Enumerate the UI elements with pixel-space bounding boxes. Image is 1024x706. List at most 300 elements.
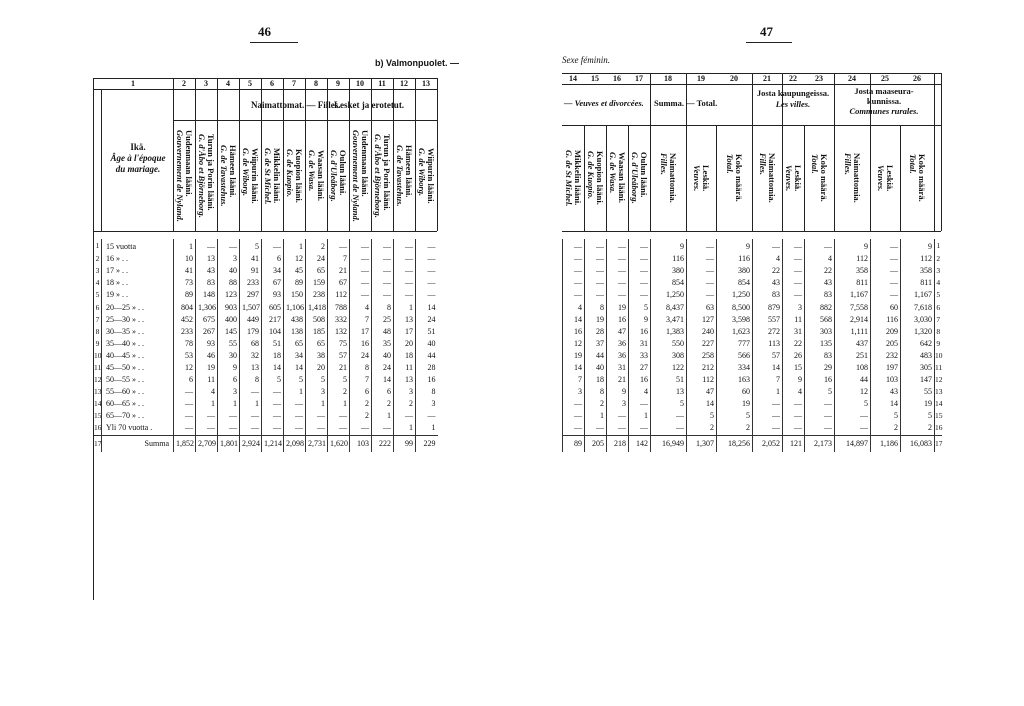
summa-cell: 229: [416, 435, 438, 452]
table-cell: 24: [350, 350, 372, 362]
table-cell: 5: [284, 374, 306, 386]
table-cell: 40: [372, 350, 394, 362]
column-number: 3: [204, 79, 208, 88]
column-number: 9: [336, 79, 340, 88]
table-row: [563, 422, 942, 435]
table-row: [94, 374, 438, 386]
table-cell: 48: [372, 326, 394, 338]
summa-cell: 16,949: [651, 435, 687, 452]
table-cell: —: [372, 239, 394, 253]
table-cell: —: [563, 253, 585, 265]
table-cell: 67: [262, 277, 284, 289]
table-cell: 1,167: [835, 289, 871, 301]
table-row: [563, 239, 942, 253]
table-cell: —: [585, 422, 607, 435]
table-cell: 557: [753, 314, 783, 326]
table-cell: 2: [350, 398, 372, 410]
group-label-kaupunki-fr: Les villes.: [775, 99, 811, 109]
table-row: [94, 239, 438, 253]
table-cell: 78: [174, 338, 196, 350]
table-cell: 26: [783, 350, 805, 362]
table-cell: —: [394, 265, 416, 277]
table-cell: 65: [306, 338, 328, 350]
table-cell: 19: [196, 362, 218, 374]
table-cell: 197: [871, 362, 901, 374]
age-label: 60—65 » . .: [102, 398, 174, 410]
table-row: [563, 398, 942, 410]
table-cell: —: [687, 277, 717, 289]
table-cell: 24: [416, 314, 438, 326]
table-cell: 14: [753, 362, 783, 374]
table-cell: —: [350, 277, 372, 289]
table-cell: 43: [805, 277, 835, 289]
table-cell: 127: [687, 314, 717, 326]
table-cell: 1: [328, 398, 350, 410]
sex-subtitle: Sexe féminin.: [562, 55, 610, 65]
table-cell: 93: [262, 289, 284, 301]
table-cell: 4: [753, 253, 783, 265]
column-header-fr: Total.: [810, 154, 820, 174]
summa-cell: 18,256: [717, 435, 753, 452]
column-header-fr: G. de St Michel.: [564, 149, 574, 207]
column-header: [393, 124, 415, 228]
table-cell: —: [783, 253, 805, 265]
right-page: [512, 0, 1024, 706]
table-cell: —: [284, 398, 306, 410]
column-header-fr: G. de Wasa.: [307, 150, 317, 192]
summa-label: Summa: [102, 435, 174, 452]
age-label: 30—35 » . .: [102, 326, 174, 338]
summa-cell: 2,098: [284, 435, 306, 452]
table-row: [563, 314, 942, 326]
summa-cell: 89: [563, 435, 585, 452]
table-cell: 43: [753, 277, 783, 289]
table-cell: 8: [585, 386, 607, 398]
table-cell: 83: [805, 350, 835, 362]
column-header: [305, 124, 327, 228]
table-cell: 13: [196, 253, 218, 265]
table-cell: 36: [607, 350, 629, 362]
table-cell: —: [262, 422, 284, 435]
age-label: 18 » . .: [102, 277, 174, 289]
table-cell: 11: [394, 362, 416, 374]
table-cell: —: [174, 398, 196, 410]
column-number: 25: [881, 74, 889, 83]
age-label: 16 » . .: [102, 253, 174, 265]
table-cell: 7: [563, 374, 585, 386]
table-row: [563, 326, 942, 338]
table-cell: 163: [717, 374, 753, 386]
column-number: 17: [635, 74, 643, 83]
age-label: 25—30 » . .: [102, 314, 174, 326]
table-cell: 1,167: [901, 289, 935, 301]
column-number: 14: [569, 74, 577, 83]
column-header-fi: Hämeen lääni.: [404, 145, 414, 198]
table-cell: 53: [174, 350, 196, 362]
age-label: 55—60 » . .: [102, 386, 174, 398]
page-number-rule: [250, 42, 298, 43]
age-label: Yli 70 vuotta .: [102, 422, 174, 435]
table-cell: 112: [328, 289, 350, 301]
table-cell: —: [607, 410, 629, 422]
table-row: [94, 289, 438, 301]
table-cell: —: [629, 289, 651, 301]
table-row: [563, 374, 942, 386]
column-header-fr: Filles.: [758, 153, 768, 176]
column-header-fr: Total.: [908, 154, 918, 174]
table-cell: —: [629, 265, 651, 277]
table-cell: 47: [607, 326, 629, 338]
table-cell: 9: [629, 314, 651, 326]
column-header: [834, 128, 870, 228]
column-header-text: [810, 154, 828, 202]
column-header-fr: Veuves.: [876, 164, 886, 192]
table-cell: 811: [835, 277, 871, 289]
column-header-fi: Hämeen lääni.: [228, 145, 238, 198]
column-header-fr: Filles.: [659, 153, 669, 176]
table-cell: 44: [416, 350, 438, 362]
table-cell: 22: [783, 338, 805, 350]
table-cell: 2: [901, 422, 935, 435]
age-header-fr: du mariage.: [115, 164, 161, 174]
table-cell: —: [262, 239, 284, 253]
table-cell: 116: [717, 253, 753, 265]
header-column-rule: [437, 78, 438, 231]
column-header-text: [351, 130, 369, 222]
table-cell: 45: [284, 265, 306, 277]
table-cell: 65: [284, 338, 306, 350]
column-header: [870, 128, 900, 228]
table-cell: —: [687, 253, 717, 265]
table-cell: 5: [240, 239, 262, 253]
table-cell: 63: [687, 301, 717, 313]
column-header-fr: G. de Kuopio.: [285, 149, 295, 198]
table-cell: —: [651, 410, 687, 422]
table-cell: —: [563, 239, 585, 253]
table-cell: 3: [607, 398, 629, 410]
column-header: [415, 124, 437, 228]
table-cell: 11: [783, 314, 805, 326]
table-cell: 104: [262, 326, 284, 338]
table-cell: 83: [805, 289, 835, 301]
table-cell: 19: [585, 314, 607, 326]
table-cell: 33: [629, 350, 651, 362]
column-header: [804, 128, 834, 228]
table-cell: 5: [262, 374, 284, 386]
table-cell: 9: [717, 239, 753, 253]
summa-cell: 103: [350, 435, 372, 452]
summa-cell: 121: [783, 435, 805, 452]
column-header-text: [586, 151, 604, 205]
table-cell: —: [372, 265, 394, 277]
table-cell: 29: [805, 362, 835, 374]
column-number: 13: [422, 79, 430, 88]
column-number: 19: [697, 74, 705, 83]
row-number: 15: [94, 410, 102, 422]
group-label-naimattomat: Naimattomat. — Filles.: [251, 100, 341, 110]
column-header-fr: G. d'Åbo et Björneborg.: [373, 134, 383, 218]
table-cell: —: [328, 239, 350, 253]
table-cell: —: [416, 265, 438, 277]
table-cell: 16: [416, 374, 438, 386]
table-cell: 14: [563, 362, 585, 374]
column-number: 1: [131, 79, 135, 88]
table-cell: —: [629, 398, 651, 410]
header-bottom-rule: [562, 231, 941, 232]
table-cell: 14: [262, 362, 284, 374]
column-header-fi: Uudenmaan lääni.: [184, 130, 194, 197]
column-header: [686, 128, 716, 228]
table-cell: 20: [394, 338, 416, 350]
table-cell: 303: [805, 326, 835, 338]
table-cell: 1,250: [651, 289, 687, 301]
age-label: 40—45 » . .: [102, 350, 174, 362]
table-cell: —: [871, 277, 901, 289]
table-cell: 1,250: [717, 289, 753, 301]
table-cell: —: [783, 277, 805, 289]
row-number: 11: [935, 362, 942, 374]
column-header: [562, 128, 584, 228]
table-cell: —: [372, 422, 394, 435]
age-label: 45—50 » . .: [102, 362, 174, 374]
column-header-fr: G. de Wiborg.: [417, 148, 427, 197]
table-cell: 3: [783, 301, 805, 313]
table-cell: 34: [284, 350, 306, 362]
row-number: 11: [94, 362, 102, 374]
age-header-fi: Ikä.: [130, 142, 146, 152]
table-cell: 4: [563, 301, 585, 313]
table-cell: —: [783, 289, 805, 301]
table-cell: —: [394, 277, 416, 289]
table-cell: —: [372, 289, 394, 301]
row-number: 8: [94, 326, 102, 338]
column-header-text: [285, 149, 303, 203]
column-header-text: [307, 150, 325, 201]
table-row: [94, 386, 438, 398]
table-cell: 5: [805, 386, 835, 398]
table-cell: 508: [306, 314, 328, 326]
table-cell: 358: [901, 265, 935, 277]
age-label: 65—70 » . .: [102, 410, 174, 422]
summa-cell: 218: [607, 435, 629, 452]
table-cell: 57: [753, 350, 783, 362]
table-cell: —: [306, 410, 328, 422]
table-cell: —: [394, 253, 416, 265]
table-cell: 5: [306, 374, 328, 386]
table-cell: 2: [717, 422, 753, 435]
table-cell: 209: [871, 326, 901, 338]
summa-cell: 2,709: [196, 435, 218, 452]
table-cell: 8: [416, 386, 438, 398]
column-header: [283, 124, 305, 228]
table-cell: —: [563, 410, 585, 422]
table-cell: —: [174, 410, 196, 422]
table-cell: 8: [350, 362, 372, 374]
table-cell: 2: [687, 422, 717, 435]
row-number: 6: [935, 301, 942, 313]
table-row: [563, 265, 942, 277]
table-cell: 41: [174, 265, 196, 277]
table-cell: 67: [328, 277, 350, 289]
table-cell: 93: [196, 338, 218, 350]
row-number: 8: [935, 326, 942, 338]
table-cell: 1: [218, 398, 240, 410]
table-cell: —: [607, 289, 629, 301]
table-cell: —: [805, 410, 835, 422]
column-number: 11: [378, 79, 386, 88]
column-header: [782, 128, 804, 228]
row-number: 3: [935, 265, 942, 277]
table-cell: 3: [218, 253, 240, 265]
column-header-text: [197, 134, 215, 218]
table-cell: 51: [416, 326, 438, 338]
column-number: 20: [730, 74, 738, 83]
column-header-fr: G. de Tavastehus.: [395, 145, 405, 207]
table-cell: 1: [284, 239, 306, 253]
table-cell: 8: [585, 301, 607, 313]
table-cell: 16: [607, 314, 629, 326]
section-title: b) Valmonpuolet. —: [375, 58, 460, 68]
table-cell: —: [196, 239, 218, 253]
table-cell: 88: [218, 277, 240, 289]
column-header-fi: Turun ja Porin lääni.: [382, 134, 392, 211]
table-cell: —: [783, 398, 805, 410]
table-cell: 19: [563, 350, 585, 362]
table-cell: 91: [240, 265, 262, 277]
table-cell: 31: [783, 326, 805, 338]
table-row: [94, 277, 438, 289]
table-cell: 113: [753, 338, 783, 350]
column-header-text: [758, 153, 776, 203]
table-cell: 332: [328, 314, 350, 326]
table-cell: 19: [717, 398, 753, 410]
table-row: [563, 362, 942, 374]
table-cell: 89: [284, 277, 306, 289]
column-header-fi: Waasan lääni.: [617, 152, 627, 204]
age-label: 35—40 » . .: [102, 338, 174, 350]
table-left-border: [93, 78, 94, 600]
table-cell: 7,558: [835, 301, 871, 313]
header-column-rule: [941, 73, 942, 231]
table-cell: —: [607, 422, 629, 435]
table-cell: —: [783, 422, 805, 435]
table-cell: 21: [607, 374, 629, 386]
column-number: 26: [913, 74, 921, 83]
row-number: 4: [94, 277, 102, 289]
table-cell: 2: [350, 410, 372, 422]
table-cell: —: [563, 422, 585, 435]
table-cell: 18: [585, 374, 607, 386]
table-cell: —: [350, 253, 372, 265]
table-cell: 12: [284, 253, 306, 265]
column-header-fi: Leskiä.: [793, 164, 803, 192]
column-header: [752, 128, 782, 228]
table-cell: 5: [687, 410, 717, 422]
table-cell: —: [607, 239, 629, 253]
table-cell: 148: [196, 289, 218, 301]
table-row: [94, 350, 438, 362]
column-header-fi: Koko määrä.: [917, 154, 927, 202]
page-number-left: 46: [258, 24, 271, 39]
table-cell: 27: [629, 362, 651, 374]
table-cell: 1,306: [196, 301, 218, 313]
table-cell: 566: [717, 350, 753, 362]
table-cell: 116: [651, 253, 687, 265]
table-cell: 16: [629, 326, 651, 338]
table-cell: —: [240, 422, 262, 435]
summa-cell: 1,801: [218, 435, 240, 452]
table-cell: 147: [901, 374, 935, 386]
table-cell: 3: [416, 398, 438, 410]
column-header-fi: Naimattomia.: [767, 153, 777, 203]
summa-cell: 1,214: [262, 435, 284, 452]
table-cell: 7: [350, 314, 372, 326]
table-cell: 233: [240, 277, 262, 289]
column-header-fi: Naimattomia.: [852, 153, 862, 203]
column-number: 23: [815, 74, 823, 83]
table-cell: —: [350, 289, 372, 301]
table-cell: 17: [394, 326, 416, 338]
table-cell: 40: [416, 338, 438, 350]
header-column-rule: [101, 89, 102, 231]
row-number: 9: [94, 338, 102, 350]
row-number: 14: [935, 398, 942, 410]
column-header-fi: Wiipurin lääni.: [426, 148, 436, 204]
column-header: [650, 128, 686, 228]
column-number: 12: [400, 79, 408, 88]
column-header-fr: Veuves.: [784, 164, 794, 192]
table-cell: 5: [835, 398, 871, 410]
table-cell: —: [196, 410, 218, 422]
column-header-fi: Koko määrä.: [734, 154, 744, 202]
table-cell: 28: [416, 362, 438, 374]
column-header-fi: Leskiä.: [701, 164, 711, 192]
column-header: [716, 128, 752, 228]
group-label-maaseura-fr: Communes rurales.: [849, 106, 919, 116]
summa-cell: 16,083: [901, 435, 935, 452]
table-cell: 3,030: [901, 314, 935, 326]
table-cell: 34: [262, 265, 284, 277]
table-cell: 2: [871, 422, 901, 435]
table-cell: 2: [585, 398, 607, 410]
table-cell: 1: [753, 386, 783, 398]
table-cell: —: [416, 253, 438, 265]
table-cell: 132: [328, 326, 350, 338]
table-cell: —: [753, 422, 783, 435]
table-cell: 31: [629, 338, 651, 350]
table-cell: 8: [240, 374, 262, 386]
table-cell: 8: [372, 301, 394, 313]
column-header-text: [219, 145, 237, 207]
table-cell: 334: [717, 362, 753, 374]
table-cell: —: [174, 386, 196, 398]
row-number: 12: [94, 374, 102, 386]
table-cell: 179: [240, 326, 262, 338]
table-cell: 12: [835, 386, 871, 398]
table-cell: 212: [687, 362, 717, 374]
table-cell: 550: [651, 338, 687, 350]
row-number: 12: [935, 374, 942, 386]
table-cell: —: [328, 410, 350, 422]
table-row: [94, 265, 438, 277]
table-cell: 8,437: [651, 301, 687, 313]
summa-cell: 14,897: [835, 435, 871, 452]
table-cell: —: [607, 277, 629, 289]
table-cell: —: [651, 422, 687, 435]
row-number: 16: [935, 422, 942, 435]
table-cell: 7,618: [901, 301, 935, 313]
table-cell: 1: [306, 398, 328, 410]
